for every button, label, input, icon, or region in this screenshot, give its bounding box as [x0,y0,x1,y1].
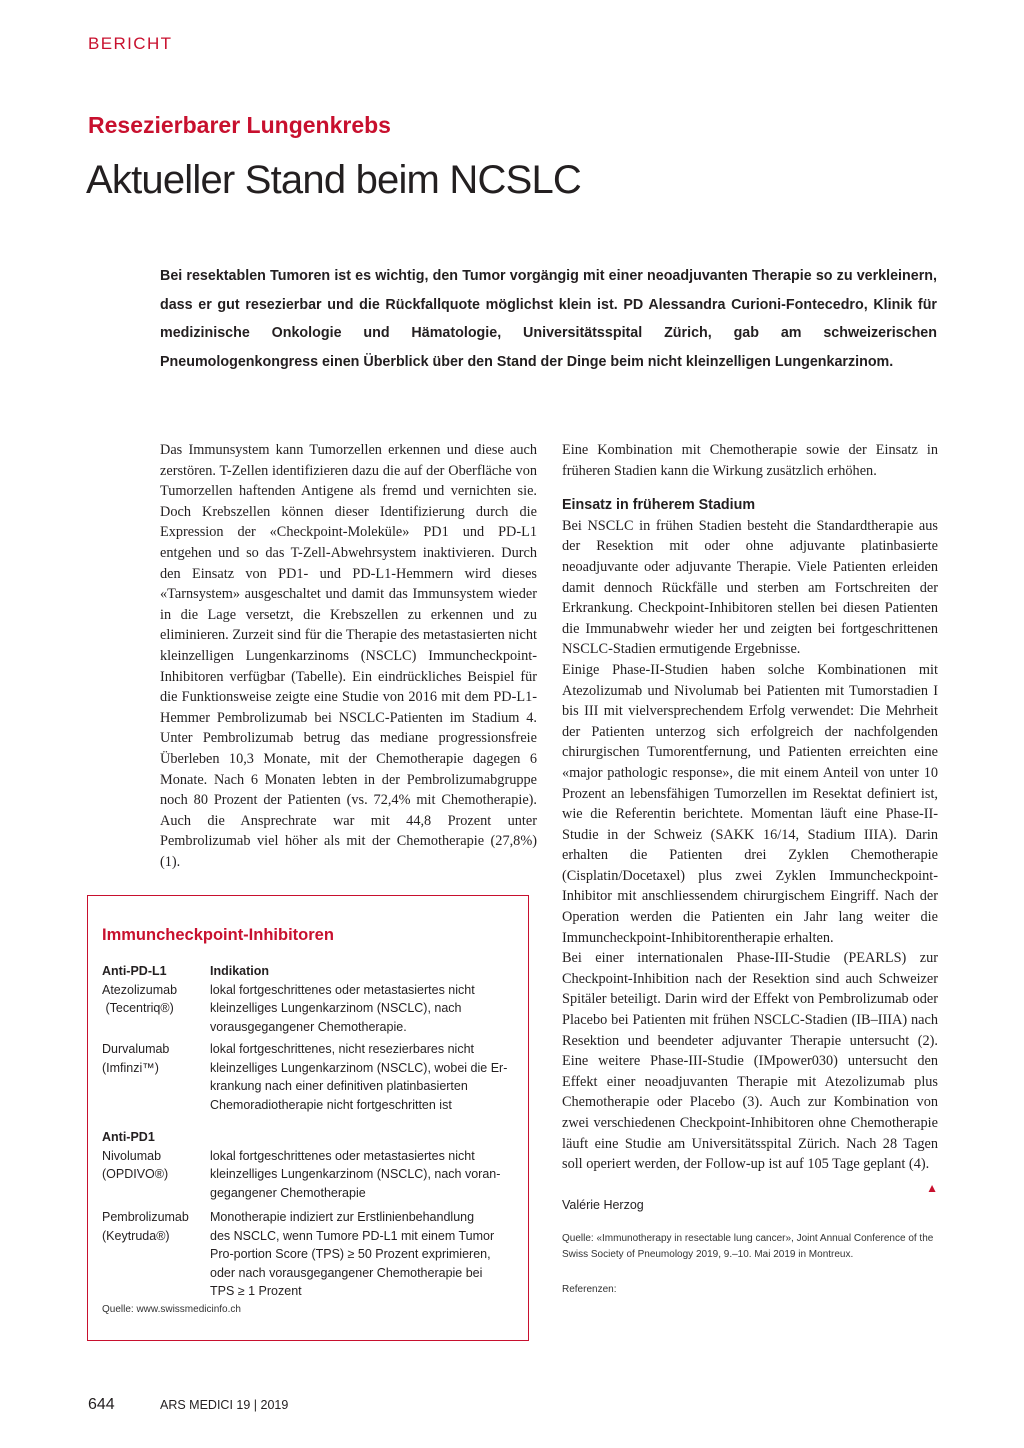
brand-name: (Imfinzi™) [102,1060,159,1075]
source-note: Quelle: «Immunotherapy in resectable lung cancer», Joint Annual Conference of the Swiss Society of Pneumology 2019, 9.–10. Mai 2019 in Montreux. [562,1233,934,1260]
body-paragraph: Eine Kombination mit Chemotherapie sowie der Einsatz in früheren Stadien kann die Wirkung zusätzlich erhöhen. [562,442,938,479]
drug-cell [102,981,210,1037]
indication-line: des NSCLC, wenn Tumore PD-L1 mit einem Tumor [210,1228,495,1243]
indication-line: lokal fortgeschrittenes oder metastasiertes nicht [210,1148,475,1163]
drug-name: Nivolumab [102,1148,162,1163]
indication-cell [210,1147,522,1203]
infobox-title: Immuncheckpoint-Inhibitoren [102,926,334,944]
body-paragraph-text: Bei einer internationalen Phase-III-Studie (PEARLS) zur Checkpoint-Inhibition nach der Resektion sind auch Schweizer Spitäler beteiligt. Darin wird der Effekt von Pembrolizumab oder Placebo bei Patienten mit frühen NSCLC-Stadien (IB–IIIA) nach Resektion und beendeter adjuvanter Therapie untersucht (2). Eine weitere Phase-III-Studie (IMpower030) untersucht den Effekt einer neoadjuvanten Therapie mit Atezolizumab plus Chemotherapie oder Placebo (3). Auch zur Kombination von zwei verschiedenen Checkpoint-Inhibitoren ohne Chemotherapie läuft eine Studie am Universitätsspital Zürich. Nach 28 Tagen soll operiert werden, der Follow-up ist auf 105 Tage geplant (4). [562,950,938,1173]
page-number: 644 [88,1396,115,1413]
indication-cell [210,1040,522,1114]
indication-line: kleinzelliges Lungenkarzinom (NSCLC), nach [210,1001,462,1015]
body-paragraph: Bei NSCLC in frühen Stadien besteht die Standardtherapie aus der Resektion mit oder ohne adjuvante platinbasierte neoadjuvante oder adjuvante Therapie. Viele Patienten erleiden damit dennoch Rückfälle und sterben am Fortschreiten der Erkrankung. Checkpoint-Inhibitoren stellen bei diesen Patienten die Immunabwehr wieder her und zeigten bei fortgeschrittenen NSCLC-Stadien ermutigende Ergebnisse. [562,517,938,658]
infobox-table [102,962,522,1301]
body-paragraph: Das Immunsystem kann Tumorzellen erkennen und diese auch zerstören. T-Zellen identifizieren dazu die auf der Oberfläche von Tumorzellen haftenden Antigene als fremd und vernichten sie. Doch Krebszellen können dieser Identifizierung durch die Expression der «Checkpoint-Moleküle» PD1 und PD-L1 entgehen und so das T-Zell-Abwehrsystem inaktivieren. Durch den Einsatz von PD1- und PD-L1-Hemmern wird dieses «Tarnsystem» ausgeschaltet und damit das Immunsystem wieder in die Lage versetzt, die Krebszellen zu erkennen und zu eliminieren. Zurzeit sind für die Therapie des metastasierten nicht kleinzelligen Lungenkarzinoms (NSCLC) Immuncheckpoint-Inhibitoren verfügbar (Tabelle). Ein eindrückliches Beispiel für die Funktionsweise zeigte eine Studie von 2016 mit dem PD-L1-Hemmer Pembrolizumab bei NSCLC-Patienten im Stadium 4. Unter Pembrolizumab betrug das mediane progressionsfreie Überleben 10,3 Monate, mit der Chemotherapie dagegen 6 Monate. Nach 6 Monaten lebten in der Pembrolizumabgruppe noch 80 Prozent der Patienten (vs. 72,4% mit Chemotherapie). Auch die Ansprechrate war mit 44,8 Prozent unter Pembrolizumab viel höher als mit der Chemotherapie (27,8%) (1). [160,442,537,870]
indication-cell [210,981,522,1037]
table-header-row [102,962,522,981]
article-kicker: Resezierbarer Lungenkrebs [88,112,391,138]
group-header: Anti-PD-L1 [102,964,167,978]
body-column-2 [562,440,938,1301]
group-rows [102,1147,522,1301]
indication-cell [210,1208,522,1301]
indication-line: oder nach vorausgegangener Chemotherapie bei [210,1265,483,1280]
body-paragraph: Einige Phase-II-Studien haben solche Kombinationen mit Atezolizumab und Nivolumab bei Patienten mit Tumorstadien I bis III mit vielversprechendem Erfolg verwendet: Die Mehrheit der Patienten unterzog sich erfolgreich der nachfolgenden chirurgischen Tumorentfernung, und Patienten erreichten eine «major pathologic response», die mit einem Anteil von unter 10 Prozent an lebensfähigen Tumorzellen im Resektat definiert ist, wie die Referentin berichtete. Momentan läuft eine Phase-II-Studie in der Schweiz (SAKK 16/14, Stadium IIIA). Darin erhalten die Patienten drei Zyklen Chemotherapie (Cisplatin/Docetaxel) plus zwei Zyklen Immuncheckpoint-Inhibitor mit anschliessendem chirurgischem Eingriff. Nach der Operation werden die Patienten ein Jahr lang weiter die Immuncheckpoint-Inhibitorentherapie erhalten. [562,661,938,946]
drug-name: Pembrolizumab [102,1210,189,1224]
indication-line: kleinzelliges Lungenkarzinom (NSCLC), nach voran- [210,1167,501,1181]
body-column-1 [160,440,537,872]
end-mark-icon: ▲ [926,1180,938,1195]
indication-line: krankung nach einer definitiven platinbasierten [210,1079,468,1093]
table-row [102,1208,522,1301]
drug-cell [102,1147,210,1203]
journal-issue: ARS MEDICI 19 | 2019 [160,1398,289,1412]
indication-header: Indikation [210,964,270,978]
drug-cell [102,1040,210,1114]
indication-line: TPS ≥ 1 Prozent [210,1284,302,1298]
drug-cell [102,1208,210,1301]
brand-name: (Tecentriq®) [102,1001,174,1015]
indication-line: vorausgegangener Chemotherapie. [210,1019,407,1034]
indication-line: gegangener Chemotherapie [210,1185,366,1200]
article-title: Aktueller Stand beim NCSLC [86,158,581,202]
lead-paragraph: Bei resektablen Tumoren ist es wichtig, den Tumor vorgängig mit einer neoadjuvanten Therapie so zu verkleinern, dass er gut resezierbar und die Rückfallquote möglichst klein ist. PD Alessandra Curioni-Fontecedro, Klinik für medizinische Onkologie und Hämatologie, Universitätsspital Zürich, gab am schweizerischen Pneumologenkongress einen Überblick über den Stand der Dinge beim nicht kleinzelligen Lungenkarzinom. [160,268,937,370]
group-rows [102,981,522,1115]
infobox [87,895,529,1341]
author-name: Valérie Herzog [562,1197,644,1212]
references-label: Referenzen: [562,1284,617,1296]
indication-line: Pro-portion Score (TPS) ≥ 50 Prozent exprimieren, [210,1247,491,1261]
table-row [102,1147,522,1203]
table-header-row [102,1128,522,1147]
body-paragraph [562,948,938,1195]
brand-name: (OPDIVO®) [102,1167,169,1181]
indication-line: Monotherapie indiziert zur Erstlinienbehandlung [210,1210,475,1224]
drug-name: Durvalumab [102,1042,170,1056]
table-row [102,981,522,1037]
infobox-source: Quelle: www.swissmedicinfo.ch [102,1304,241,1315]
section-label: BERICHT [88,34,173,53]
indication-line: Chemoradiotherapie nicht fortgeschritten ist [210,1097,452,1112]
section-subhead: Einsatz in früherem Stadium [562,497,756,514]
indication-line: kleinzelliges Lungenkarzinom (NSCLC), wobei die Er- [210,1060,508,1075]
drug-name: Atezolizumab [102,982,178,997]
indication-line: lokal fortgeschrittenes oder metastasiertes nicht [210,982,475,997]
brand-name: (Keytruda®) [102,1228,170,1243]
indication-line: lokal fortgeschrittenes, nicht resezierbares nicht [210,1042,475,1056]
table-row [102,1040,522,1114]
group-header: Anti-PD1 [102,1130,155,1144]
